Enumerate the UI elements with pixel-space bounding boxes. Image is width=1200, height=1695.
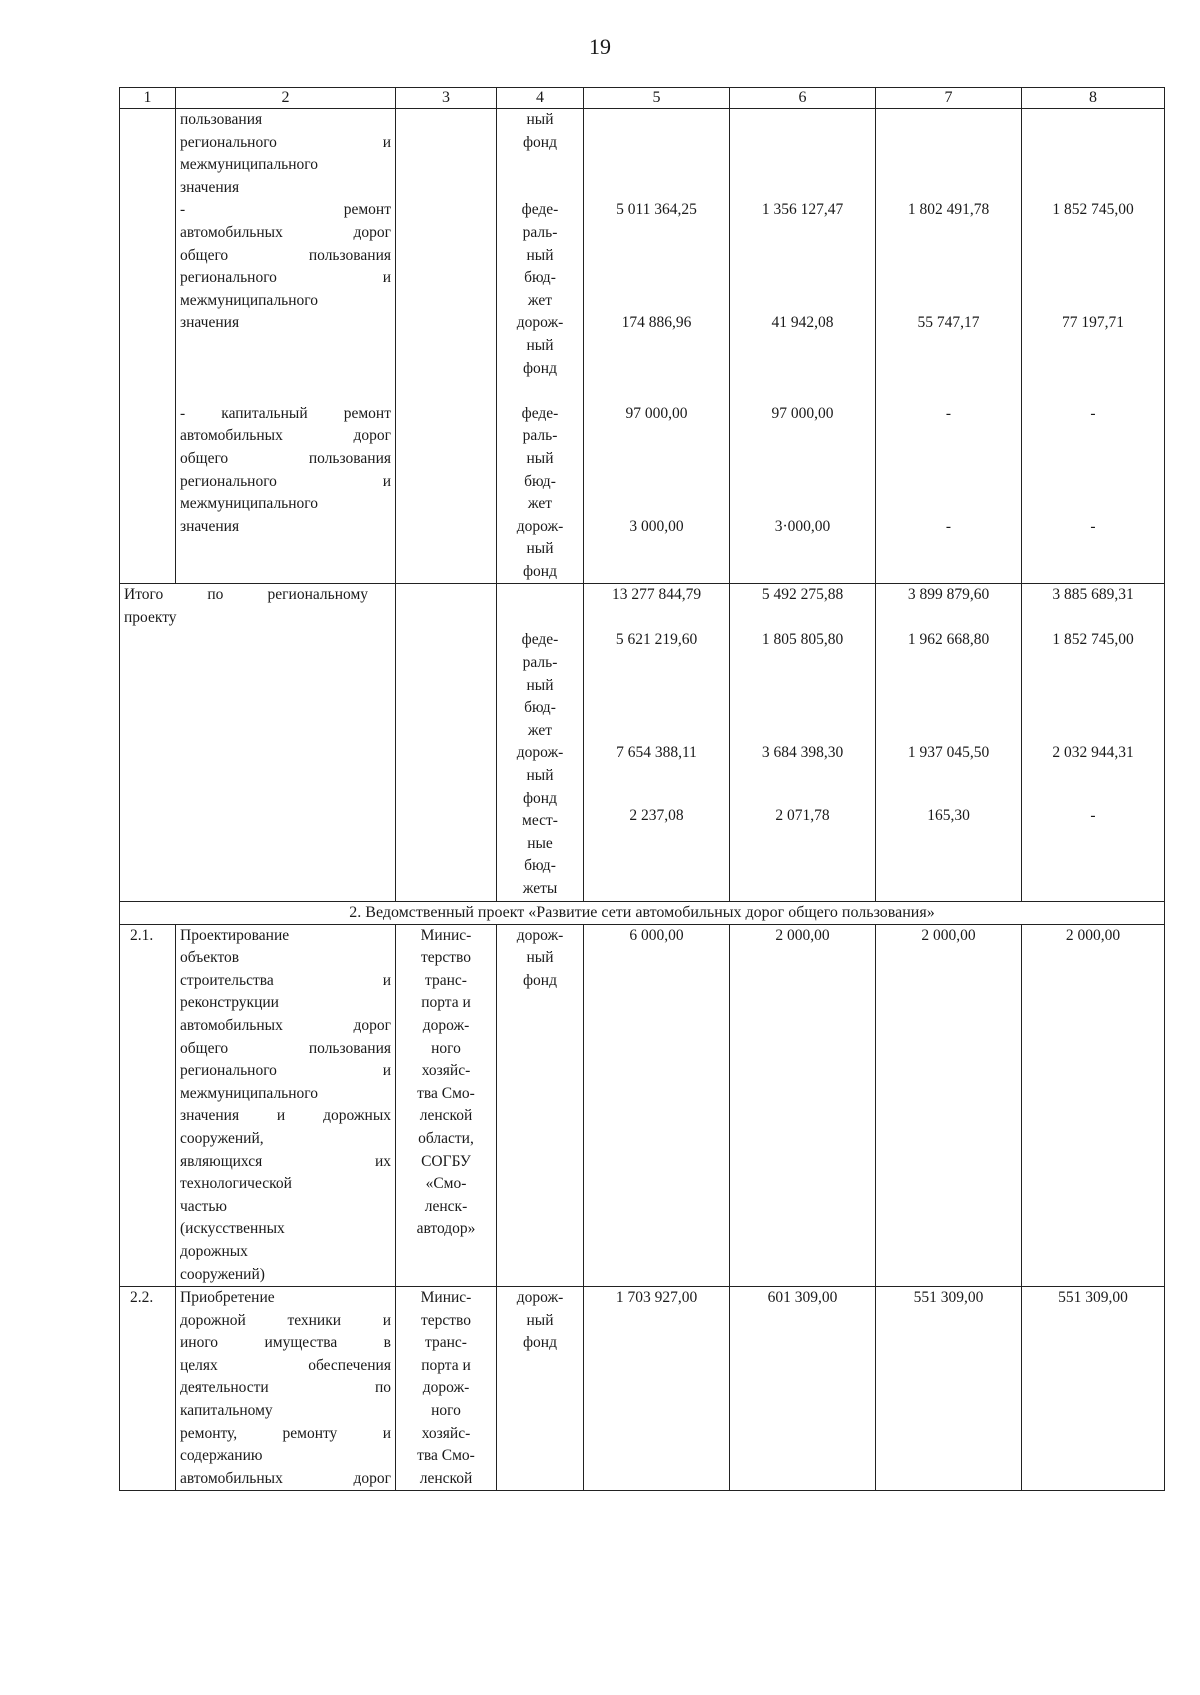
total-label-cell: Итого по региональному проекту [120, 584, 396, 901]
executor-cell [396, 109, 497, 584]
description-cell: Проектирование объектов строительства и реконструкции автомобильных дорог общего пользования регионального и межмуниципального значения и дорожных сооружений, являющихся их технологической частью (искусственных дорожных сооружений) [176, 924, 396, 1287]
value-cell-col8: 3 885 689,31 1 852 745,00 2 032 944,31 - [1022, 584, 1165, 901]
value-cell-col6: 1 356 127,47 41 942,08 97 000,00 3·000,00 [730, 109, 876, 584]
col-header-3: 3 [396, 88, 497, 109]
table-row [120, 924, 1165, 1287]
value-cell-col6: 601 309,00 [730, 1287, 876, 1491]
source-cell: ный фонд феде- раль- ный бюд- жет дорож- ный фонд феде- раль- ный бюд- жет дорож- ный фонд [497, 109, 584, 584]
value-cell-col7: 2 000,00 [876, 924, 1022, 1287]
col-header-1: 1 [120, 88, 176, 109]
value-cell-col8: 2 000,00 [1022, 924, 1165, 1287]
row-index: 2.1. [120, 924, 176, 1287]
executor-cell: Минис- терство транс- порта и дорож- ного хозяйс- тва Смо- ленской [396, 1287, 497, 1491]
executor-cell: Минис- терство транс- порта и дорож- ного хозяйс- тва Смо- ленской области, СОГБУ «Смо- ленск- автодор» [396, 924, 497, 1287]
value-cell-col5: 13 277 844,79 5 621 219,60 7 654 388,11 2 237,08 [584, 584, 730, 901]
budget-table [119, 87, 1165, 1491]
col-header-5: 5 [584, 88, 730, 109]
index-cell [120, 109, 176, 584]
value-cell-col6: 5 492 275,88 1 805 805,80 3 684 398,30 2 071,78 [730, 584, 876, 901]
table-row [120, 1287, 1165, 1491]
page-number: 19 [589, 34, 611, 59]
col-header-2: 2 [176, 88, 396, 109]
value-cell-col5: 5 011 364,25 174 886,96 97 000,00 3 000,00 [584, 109, 730, 584]
table-row [120, 109, 1165, 584]
description-cell: Приобретение дорожной техники и иного имущества в целях обеспечения деятельности по капитальному ремонту, ремонту и содержанию автомобильных дорог [176, 1287, 396, 1491]
column-number-row [120, 88, 1165, 109]
source-cell: дорож- ный фонд [497, 1287, 584, 1491]
section-heading-row [120, 901, 1165, 924]
value-cell-col7: 3 899 879,60 1 962 668,80 1 937 045,50 165,30 [876, 584, 1022, 901]
source-cell: дорож- ный фонд [497, 924, 584, 1287]
total-row [120, 584, 1165, 901]
col-header-4: 4 [497, 88, 584, 109]
source-cell: феде- раль- ный бюд- жет дорож- ный фонд мест- ные бюд- жеты [497, 584, 584, 901]
description-cell: пользования регионального и межмуниципального значения - ремонт автомобильных дорог общего пользования регионального и межмуниципального значения - капитальный ремонт автомобильных дорог общего пользования регионального и межмуниципального значения [176, 109, 396, 584]
value-cell-col8: 551 309,00 [1022, 1287, 1165, 1491]
col-header-6: 6 [730, 88, 876, 109]
executor-cell [396, 584, 497, 901]
value-cell-col6: 2 000,00 [730, 924, 876, 1287]
value-cell-col7: 1 802 491,78 55 747,17 - - [876, 109, 1022, 584]
col-header-8: 8 [1022, 88, 1165, 109]
col-header-7: 7 [876, 88, 1022, 109]
value-cell-col5: 6 000,00 [584, 924, 730, 1287]
value-cell-col8: 1 852 745,00 77 197,71 - - [1022, 109, 1165, 584]
value-cell-col7: 551 309,00 [876, 1287, 1022, 1491]
value-cell-col5: 1 703 927,00 [584, 1287, 730, 1491]
section-title: 2. Ведомственный проект «Развитие сети автомобильных дорог общего пользования» [120, 901, 1165, 924]
row-index: 2.2. [120, 1287, 176, 1491]
